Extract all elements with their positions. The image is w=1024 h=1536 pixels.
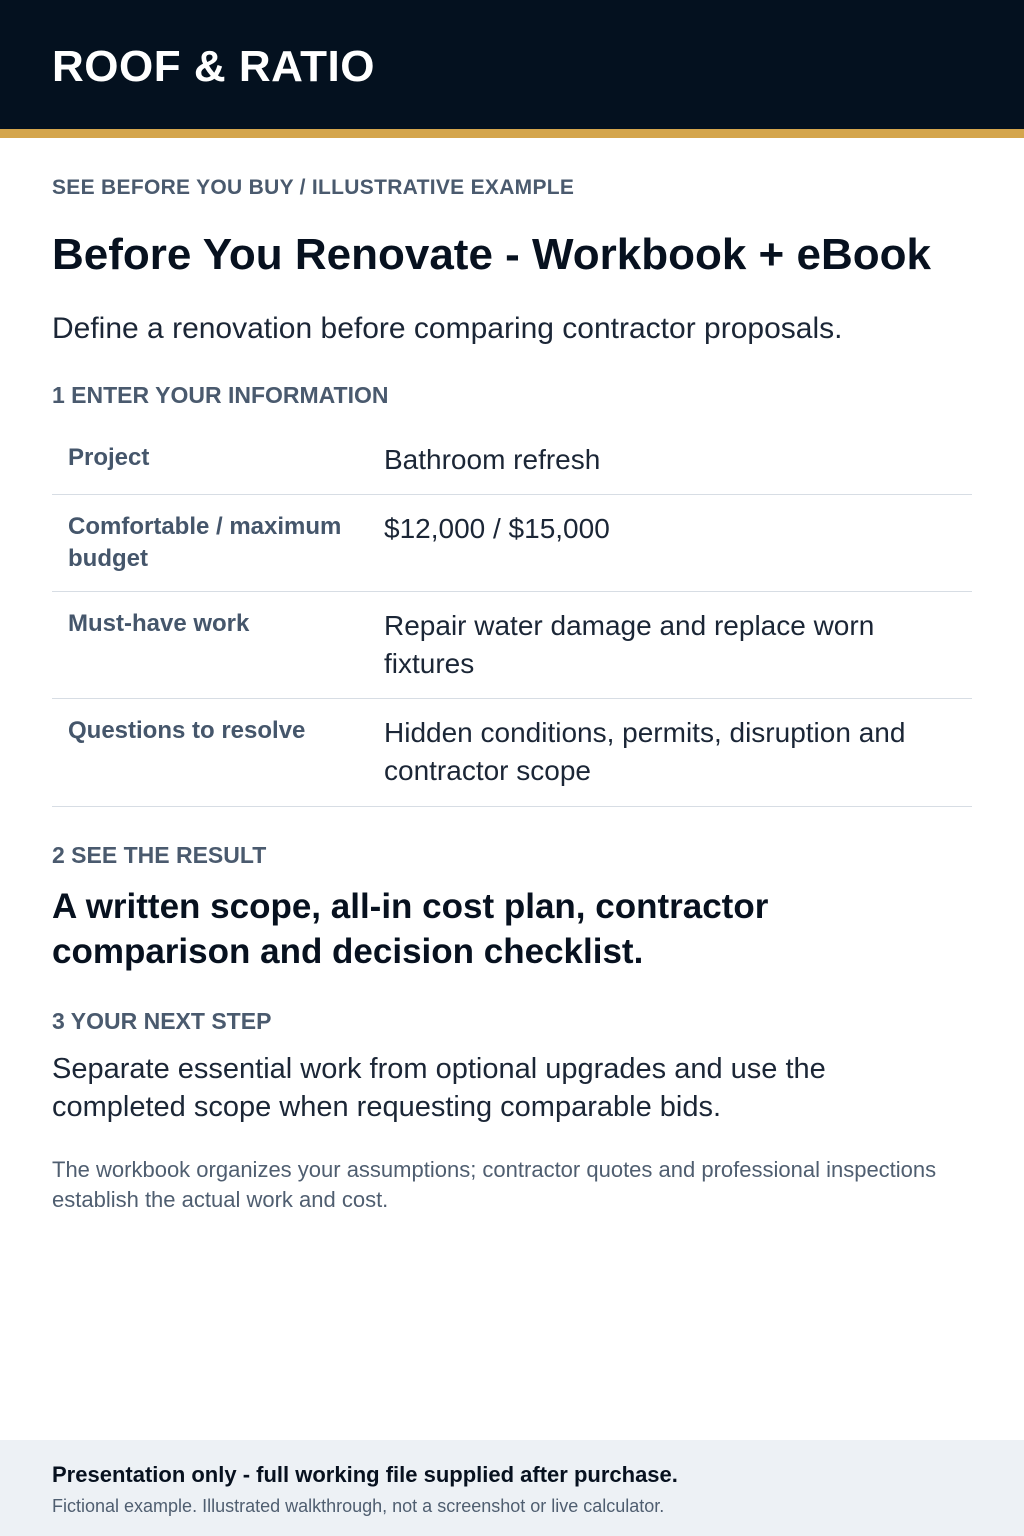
header-accent-rule bbox=[0, 129, 1024, 138]
info-key: Must-have work bbox=[68, 610, 250, 637]
page-subtitle: Define a renovation before comparing contractor proposals. bbox=[52, 312, 843, 345]
info-row-budget bbox=[52, 495, 972, 592]
disclaimer-text: The workbook organizes your assumptions; contractor quotes and professional inspections establish the actual work and cost. bbox=[52, 1157, 937, 1212]
info-value: Hidden conditions, permits, disruption and contractor scope bbox=[384, 717, 906, 786]
header-banner bbox=[0, 0, 1024, 130]
information-table bbox=[52, 426, 972, 807]
step2-label: 2 SEE THE RESULT bbox=[52, 842, 267, 868]
footer-sub-note: Fictional example. Illustrated walkthrough, not a screenshot or live calculator. bbox=[52, 1496, 665, 1516]
next-step-text: Separate essential work from optional upgrades and use the completed scope when requesting comparable bids. bbox=[52, 1053, 826, 1123]
info-key: Project bbox=[68, 444, 150, 471]
result-statement: A written scope, all-in cost plan, contractor comparison and decision checklist. bbox=[52, 887, 769, 971]
info-value: Repair water damage and replace worn fixtures bbox=[384, 610, 875, 679]
page-title: Before You Renovate - Workbook + eBook bbox=[52, 230, 931, 279]
info-row-must-have bbox=[52, 592, 972, 699]
step1-label: 1 ENTER YOUR INFORMATION bbox=[52, 382, 389, 408]
eyebrow-label: SEE BEFORE YOU BUY / ILLUSTRATIVE EXAMPLE bbox=[52, 176, 575, 199]
info-value: $12,000 / $15,000 bbox=[384, 513, 610, 544]
info-key: Questions to resolve bbox=[68, 717, 306, 744]
step3-label: 3 YOUR NEXT STEP bbox=[52, 1008, 272, 1034]
info-value: Bathroom refresh bbox=[384, 444, 601, 475]
info-row-questions bbox=[52, 699, 972, 807]
footer-panel bbox=[0, 1440, 1024, 1536]
brand-logo-text: ROOF & RATIO bbox=[52, 42, 375, 91]
footer-main-note: Presentation only - full working file supplied after purchase. bbox=[52, 1462, 678, 1487]
info-row-project bbox=[52, 426, 972, 495]
info-key: Comfortable / maximum budget bbox=[68, 513, 342, 572]
